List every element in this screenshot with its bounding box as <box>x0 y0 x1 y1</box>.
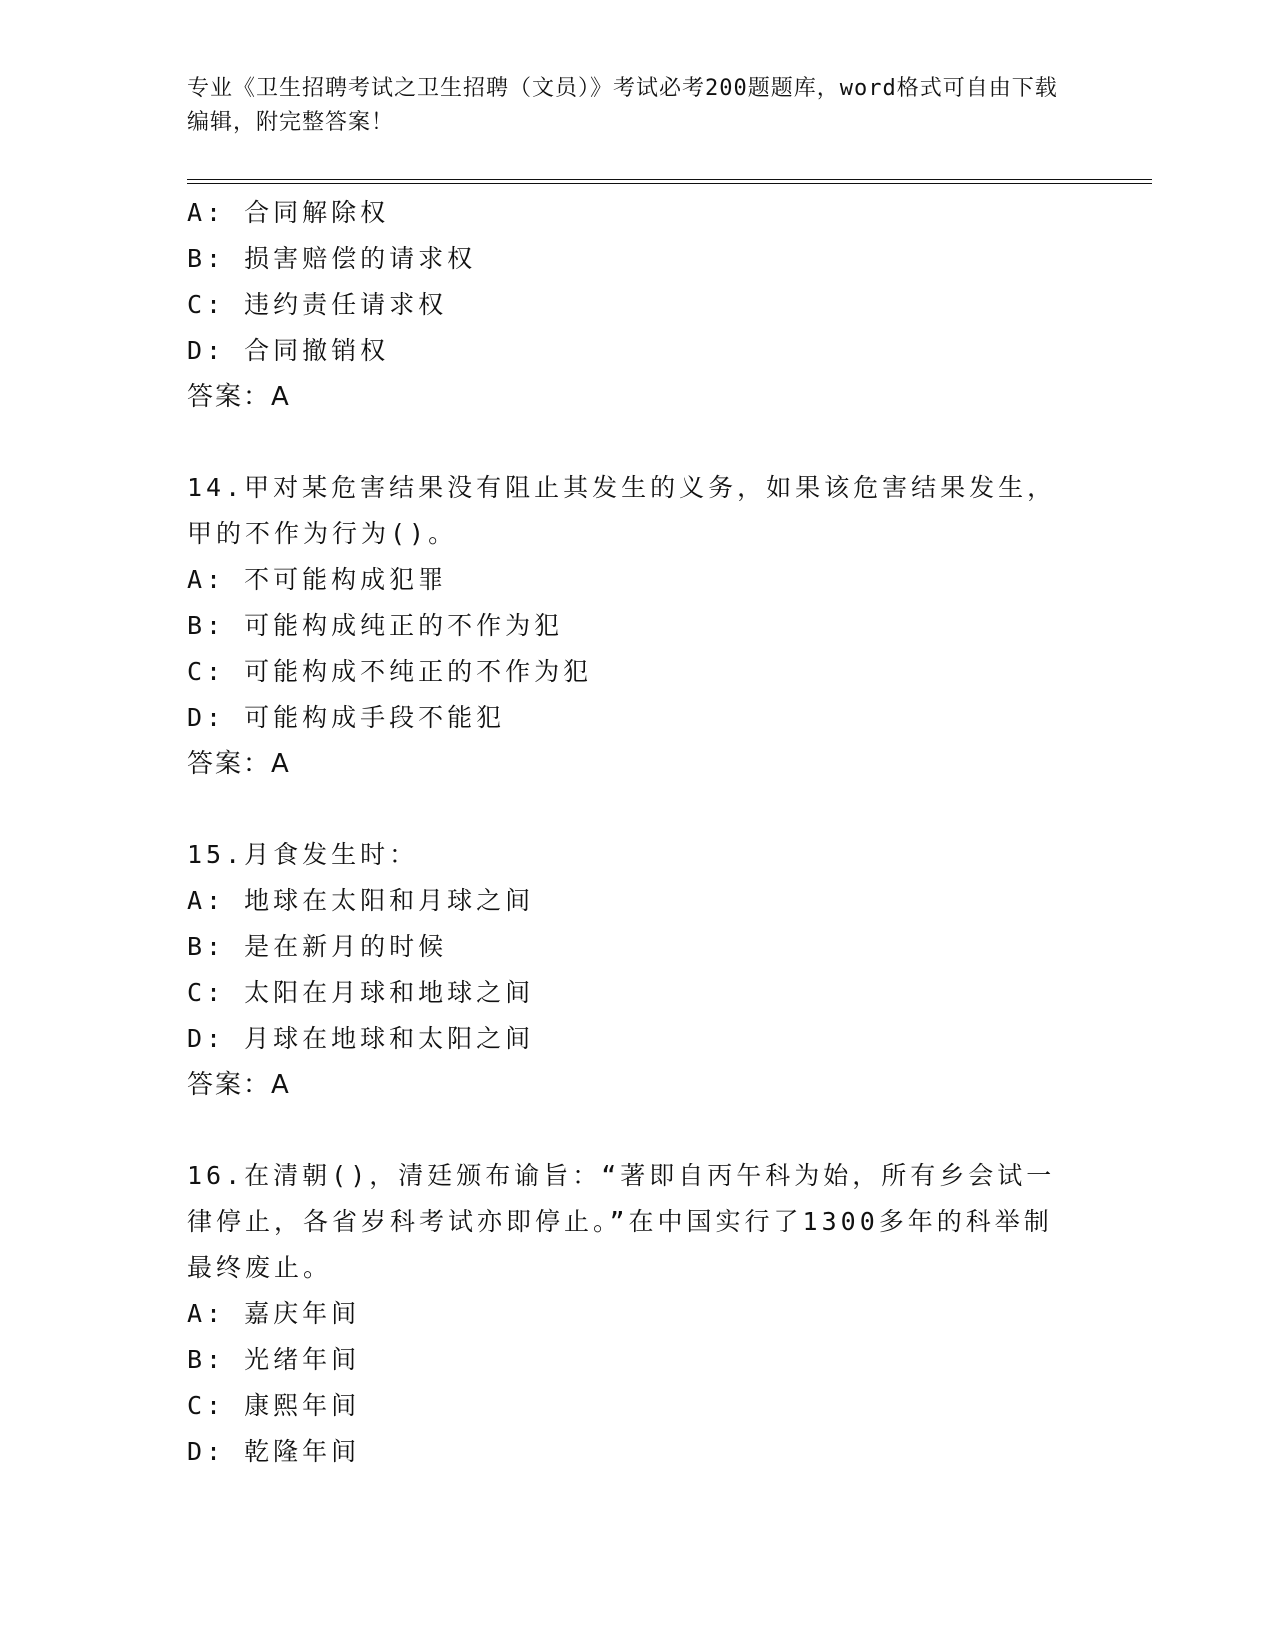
option-b: B: 可能构成纯正的不作为犯 <box>187 611 564 640</box>
option-c: C: 可能构成不纯正的不作为犯 <box>187 657 593 686</box>
option-d: D: 合同撤销权 <box>187 336 390 365</box>
spacer <box>187 787 1087 832</box>
header-divider-bottom <box>187 183 1152 184</box>
option-a: A: 嘉庆年间 <box>187 1299 361 1328</box>
question-15 <box>187 832 1087 1108</box>
option-c: C: 康熙年间 <box>187 1391 361 1420</box>
question-13-continued <box>187 190 1087 420</box>
option-c: C: 太阳在月球和地球之间 <box>187 978 535 1007</box>
option-b: B: 损害赔偿的请求权 <box>187 244 477 273</box>
answer-line: 答案：A <box>187 749 291 779</box>
option-a: A: 不可能构成犯罪 <box>187 565 448 594</box>
spacer <box>187 1108 1087 1153</box>
option-d: D: 乾隆年间 <box>187 1437 361 1466</box>
header-intro-text: 专业《卫生招聘考试之卫生招聘（文员）》考试必考200题题库，word格式可自由下载编辑，附完整答案！ <box>187 76 1058 135</box>
option-d: D: 可能构成手段不能犯 <box>187 703 506 732</box>
option-c: C: 违约责任请求权 <box>187 290 448 319</box>
spacer <box>187 420 1087 465</box>
question-text: 16.在清朝()，清廷颁布谕旨：“著即自丙午科为始，所有乡会试一律停止，各省岁科考试亦即停止。”在中国实行了1300多年的科举制最终废止。 <box>187 1161 1056 1282</box>
question-text: 14.甲对某危害结果没有阻止其发生的义务，如果该危害结果发生，甲的不作为行为()。 <box>187 473 1057 548</box>
question-list <box>187 190 1087 1475</box>
question-text: 15.月食发生时： <box>187 840 419 869</box>
question-14 <box>187 465 1087 787</box>
question-16 <box>187 1153 1087 1475</box>
option-b: B: 是在新月的时候 <box>187 932 448 961</box>
option-a: A: 地球在太阳和月球之间 <box>187 886 535 915</box>
answer-line: 答案：A <box>187 382 291 412</box>
header-divider-top <box>187 179 1152 180</box>
option-d: D: 月球在地球和太阳之间 <box>187 1024 535 1053</box>
answer-line: 答案：A <box>187 1070 291 1100</box>
option-a: A: 合同解除权 <box>187 198 390 227</box>
option-b: B: 光绪年间 <box>187 1345 361 1374</box>
document-header <box>187 72 1077 140</box>
